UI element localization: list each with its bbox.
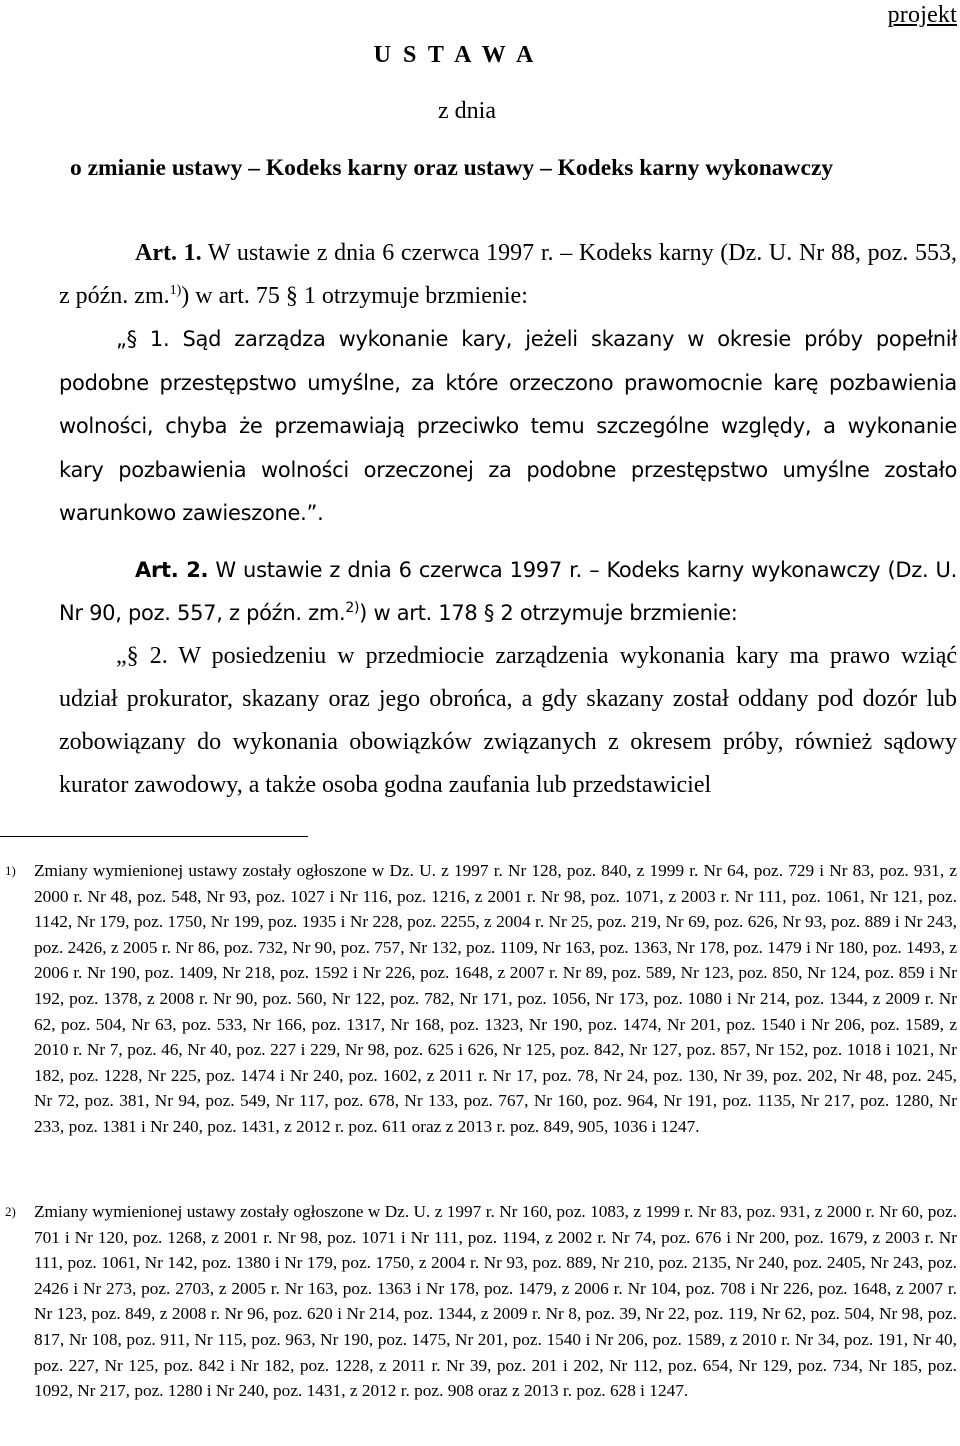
art2-footnote-ref: 2) [345, 600, 360, 616]
art1-paragraph [59, 232, 957, 318]
footnote-1-mark: 1) [5, 863, 16, 878]
art1-footnote-ref: 1) [169, 283, 182, 298]
footnote-1-text: Zmiany wymienionej ustawy zostały ogłoszone w Dz. U. z 1997 r. Nr 128, poz. 840, z 1999 r. Nr 64, poz. 729 i Nr 83, poz. 931, z 2000 r. Nr 48, poz. 548, Nr 93, poz. 1027 i Nr 116, poz. 1216, z 2001 r. Nr 98, poz. 1071, z 2003 r. Nr 111, poz. 1061, Nr 121, poz. 1142, Nr 179, poz. 1750, Nr 199, poz. 1935 i Nr 228, poz. 2255, z 2004 r. Nr 25, poz. 219, Nr 69, poz. 626, Nr 93, poz. 889 i Nr 243, poz. 2426, z 2005 r. Nr 86, poz. 732, Nr 90, poz. 757, Nr 132, poz. 1109, Nr 163, poz. 1363, Nr 178, poz. 1479 i Nr 180, poz. 1493, z 2006 r. Nr 190, poz. 1409, Nr 218, poz. 1592 i Nr 226, poz. 1648, z 2007 r. Nr 89, poz. 589, Nr 123, poz. 850, Nr 124, poz. 859 i Nr 192, poz. 1378, z 2008 r. Nr 90, poz. 560, Nr 122, poz. 782, Nr 171, poz. 1056, Nr 173, poz. 1080 i Nr 214, poz. 1344, z 2009 r. Nr 62, poz. 504, Nr 63, poz. 533, Nr 166, poz. 1317, Nr 168, poz. 1323, Nr 190, poz. 1474, Nr 201, poz. 1540 i Nr 206, poz. 1589, z 2010 r. Nr 7, poz. 46, Nr 40, poz. 227 i 229, Nr 98, poz. 625 i 626, Nr 125, poz. 842, Nr 127, poz. 857, Nr 152, poz. 1018 i 1021, Nr 182, poz. 1228, Nr 225, poz. 1474 i Nr 240, poz. 1602, z 2011 r. Nr 17, poz. 78, Nr 24, poz. 130, Nr 39, poz. 202, Nr 48, poz. 245, Nr 72, poz. 381, Nr 94, poz. 549, Nr 117, poz. 678, Nr 133, poz. 767, Nr 160, poz. 964, Nr 191, poz. 1135, Nr 217, poz. 1280, Nr 233, poz. 1381 i Nr 240, poz. 1431, z 2012 r. poz. 611 oraz z 2013 r. poz. 849, 905, 1036 i 1247. [34, 861, 957, 1136]
art2-intro-end: ) w art. 178 § 2 otrzymuje brzmienie: [359, 601, 738, 625]
document-status-label: projekt [887, 2, 957, 28]
document-date-line: z dnia [438, 98, 496, 124]
art2-label: Art. 2. [135, 558, 209, 582]
art1-intro: W ustawie z dnia 6 czerwca 1997 r. – Kodeks karny (Dz. U. Nr 88, poz. 553, z późn. zm. [59, 240, 957, 309]
art2-quote: „§ 2. W posiedzeniu w przedmiocie zarządzenia wykonania kary ma prawo wziąć udział prokurator, skazany oraz jego obrońca, a gdy skazany został oddany pod dozór lub zobowiązany do wykonania obowiązków związanych z okresem próby, również sądowy kurator zawodowy, a także osoba godna zaufania lub przedstawiciel [59, 643, 957, 798]
art1-intro-end: ) w art. 75 § 1 otrzymuje brzmienie: [181, 283, 528, 309]
footnote-separator [0, 836, 308, 837]
art2-paragraph [59, 549, 957, 635]
document-subject: o zmianie ustawy – Kodeks karny oraz ustawy – Kodeks karny wykonawczy [70, 155, 834, 181]
document-title: U S T A W A [373, 42, 537, 68]
footnote-1 [0, 858, 957, 1140]
footnote-2-text: Zmiany wymienionej ustawy zostały ogłoszone w Dz. U. z 1997 r. Nr 160, poz. 1083, z 1999 r. Nr 83, poz. 931, z 2000 r. Nr 60, poz. 701 i Nr 120, poz. 1268, z 2001 r. Nr 98, poz. 1071 i Nr 111, poz. 1194, z 2002 r. Nr 74, poz. 676 i Nr 200, poz. 1679, z 2003 r. Nr 111, poz. 1061, Nr 142, poz. 1380 i Nr 179, poz. 1750, z 2004 r. Nr 93, poz. 889, Nr 210, poz. 2135, Nr 240, poz. 2405, Nr 243, poz. 2426 i Nr 273, poz. 2703, z 2005 r. Nr 163, poz. 1363 i Nr 178, poz. 1479, z 2006 r. Nr 104, poz. 708 i Nr 226, poz. 1648, z 2007 r. Nr 123, poz. 849, z 2008 r. Nr 96, poz. 620 i Nr 214, poz. 1344, z 2009 r. Nr 8, poz. 39, Nr 22, poz. 119, Nr 62, poz. 504, Nr 98, poz. 817, Nr 108, poz. 911, Nr 115, poz. 963, Nr 190, poz. 1475, Nr 201, poz. 1540 i Nr 206, poz. 1589, z 2010 r. Nr 34, poz. 191, Nr 40, poz. 227, Nr 125, poz. 842 i Nr 182, poz. 1228, z 2011 r. Nr 39, poz. 201 i 202, Nr 112, poz. 654, Nr 129, poz. 734, Nr 185, poz. 1092, Nr 217, poz. 1280 i Nr 240, poz. 1431, z 2012 r. poz. 908 oraz z 2013 r. poz. 628 i 1247. [34, 1202, 957, 1401]
footnote-2 [0, 1199, 957, 1404]
footnote-2-mark: 2) [5, 1204, 16, 1219]
art1-quote: „§ 1. Sąd zarządza wykonanie kary, jeżeli skazany w okresie próby popełnił podobne przestępstwo umyślne, za które orzeczono prawomocnie karę pozbawienia wolności, chyba że przemawiają przeciwko temu szczególne względy, a wykonanie kary pozbawienia wolności orzeczonej za podobne przestępstwo umyślne zostało warunkowo zawieszone.”. [59, 327, 957, 525]
art2-intro: W ustawie z dnia 6 czerwca 1997 r. – Kodeks karny wykonawczy (Dz. U. Nr 90, poz. 557, z późn. zm. [59, 558, 957, 625]
art1-label: Art. 1. [135, 240, 202, 266]
